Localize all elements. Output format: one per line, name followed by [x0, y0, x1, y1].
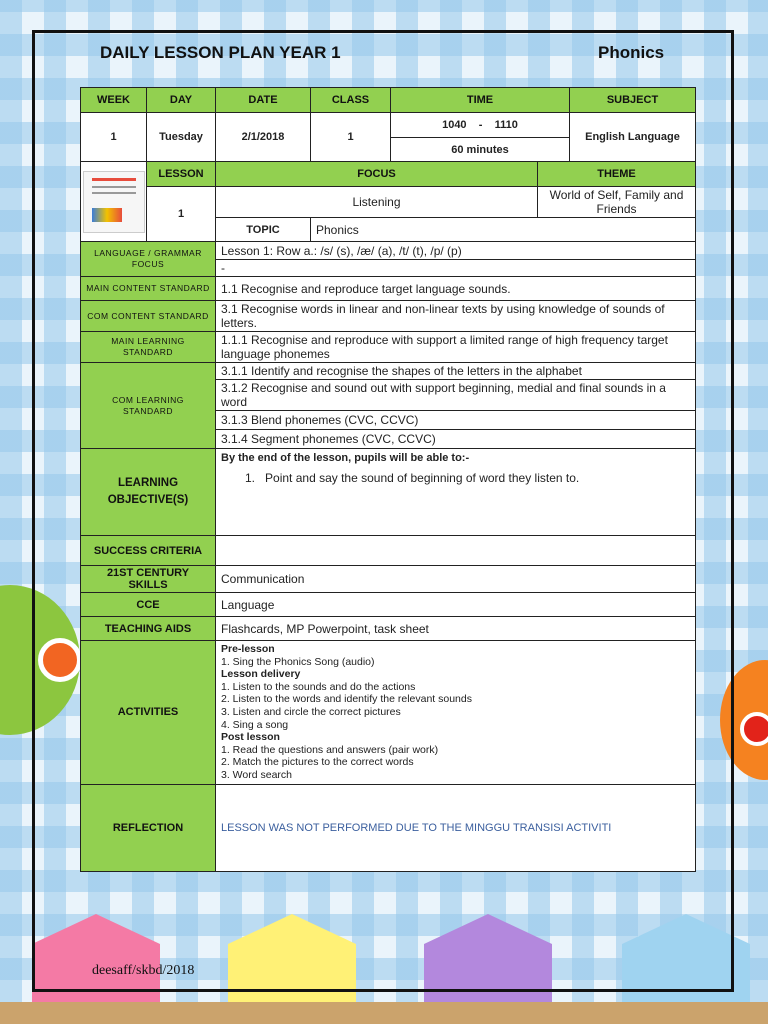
class-value: 1: [311, 113, 391, 162]
top-values-row: [81, 113, 696, 138]
activity-line: 2. Match the pictures to the correct words: [221, 756, 414, 769]
objective-item-text: Point and say the sound of beginning of word they listen to.: [265, 471, 580, 485]
success-criteria-label: SUCCESS CRITERIA: [81, 536, 216, 566]
activities-label: ACTIVITIES: [81, 641, 216, 785]
theme-header: THEME: [538, 162, 696, 187]
teaching-aids-value: Flashcards, MP Powerpoint, task sheet: [216, 617, 696, 641]
activity-line: 3. Word search: [221, 768, 293, 781]
reflection-label: REFLECTION: [81, 784, 216, 871]
objective-item-number: 1.: [245, 471, 256, 485]
language-focus-line1: Lesson 1: Row a.: /s/ (s), /æ/ (a), /t/ (t), /p/ (p): [216, 242, 696, 260]
activities-list: [216, 641, 696, 785]
time-header: TIME: [391, 88, 570, 113]
activity-line: Pre-lesson: [221, 643, 275, 655]
success-criteria-value: [216, 536, 696, 566]
main-content-value: 1.1 Recognise and reproduce target language sounds.: [216, 277, 696, 301]
topic-header: TOPIC: [216, 218, 311, 242]
date-value: 2/1/2018: [216, 113, 311, 162]
day-value: Tuesday: [147, 113, 216, 162]
activity-line: 2. Listen to the words and identify the relevant sounds: [221, 693, 472, 706]
skills-value: Communication: [216, 566, 696, 593]
com-content-label: COM CONTENT STANDARD: [81, 301, 216, 332]
skills-label: 21ST CENTURY SKILLS: [81, 566, 216, 593]
lesson-header: LESSON: [147, 162, 216, 187]
topic-value: Phonics: [311, 218, 696, 242]
decorative-fence-base: [0, 1002, 768, 1024]
activity-line: 4. Sing a song: [221, 718, 289, 731]
subject-value: English Language: [570, 113, 696, 162]
activity-line: Lesson delivery: [221, 668, 301, 681]
objective-item: [221, 471, 690, 485]
objectives-intro: By the end of the lesson, pupils will be able to:-: [221, 452, 470, 464]
main-content-label: MAIN CONTENT STANDARD: [81, 277, 216, 301]
lesson-header-row: [81, 162, 696, 187]
day-header: DAY: [147, 88, 216, 113]
week-value: 1: [81, 113, 147, 162]
com-learning-item-1: 3.1.1 Identify and recognise the shapes of the letters in the alphabet: [216, 363, 696, 380]
decorative-red-dot: [740, 712, 768, 746]
language-focus-label: LANGUAGE / GRAMMAR FOCUS: [81, 242, 216, 277]
language-focus-line2: -: [216, 260, 696, 277]
com-learning-item-3: 3.1.3 Blend phonemes (CVC, CCVC): [216, 411, 696, 430]
com-learning-item-4: 3.1.4 Segment phonemes (CVC, CCVC): [216, 430, 696, 449]
com-content-value: 3.1 Recognise words in linear and non-linear texts by using knowledge of sounds of letters.: [216, 301, 696, 332]
learning-objectives-label: LEARNING OBJECTIVE(S): [81, 449, 216, 536]
subject-heading: Phonics: [598, 43, 665, 62]
lesson-value: 1: [147, 187, 216, 242]
activity-line: Post lesson: [221, 731, 280, 744]
top-header-row: [81, 88, 696, 113]
cce-value: Language: [216, 593, 696, 617]
main-learning-label: MAIN LEARNING STANDARD: [81, 332, 216, 363]
page-title: DAILY LESSON PLAN YEAR 1: [100, 43, 341, 62]
reflection-value: LESSON WAS NOT PERFORMED DUE TO THE MINGGU TRANSISI ACTIVITI: [216, 784, 696, 871]
com-learning-item-2: 3.1.2 Recognise and sound out with support beginning, medial and final sounds in a word: [216, 380, 696, 411]
activity-line: 3. Listen and circle the correct pictures: [221, 705, 401, 718]
activity-line: 1. Sing the Phonics Song (audio): [221, 655, 375, 668]
week-header: WEEK: [81, 88, 147, 113]
main-learning-value: 1.1.1 Recognise and reproduce with support a limited range of high frequency target language phonemes: [216, 332, 696, 363]
date-header: DATE: [216, 88, 311, 113]
activity-line: 1. Read the questions and answers (pair work): [221, 743, 439, 756]
footer-credit: deesaff/skbd/2018: [92, 963, 195, 978]
time-value: 1040 - 1110: [391, 113, 570, 138]
teaching-aids-label: TEACHING AIDS: [81, 617, 216, 641]
com-learning-label: COM LEARNING STANDARD: [81, 363, 216, 449]
theme-value: World of Self, Family and Friends: [538, 187, 696, 218]
lesson-plan-table: [80, 87, 696, 872]
activity-line: 1. Listen to the sounds and do the actions: [221, 680, 416, 693]
cce-label: CCE: [81, 593, 216, 617]
class-header: CLASS: [311, 88, 391, 113]
lesson-thumbnail-cell: [81, 162, 147, 242]
focus-value: Listening: [216, 187, 538, 218]
learning-objectives-cell: [216, 449, 696, 536]
focus-header: FOCUS: [216, 162, 538, 187]
textbook-cover-thumbnail: [83, 171, 145, 233]
duration-value: 60 minutes: [391, 138, 570, 162]
subject-header: SUBJECT: [570, 88, 696, 113]
